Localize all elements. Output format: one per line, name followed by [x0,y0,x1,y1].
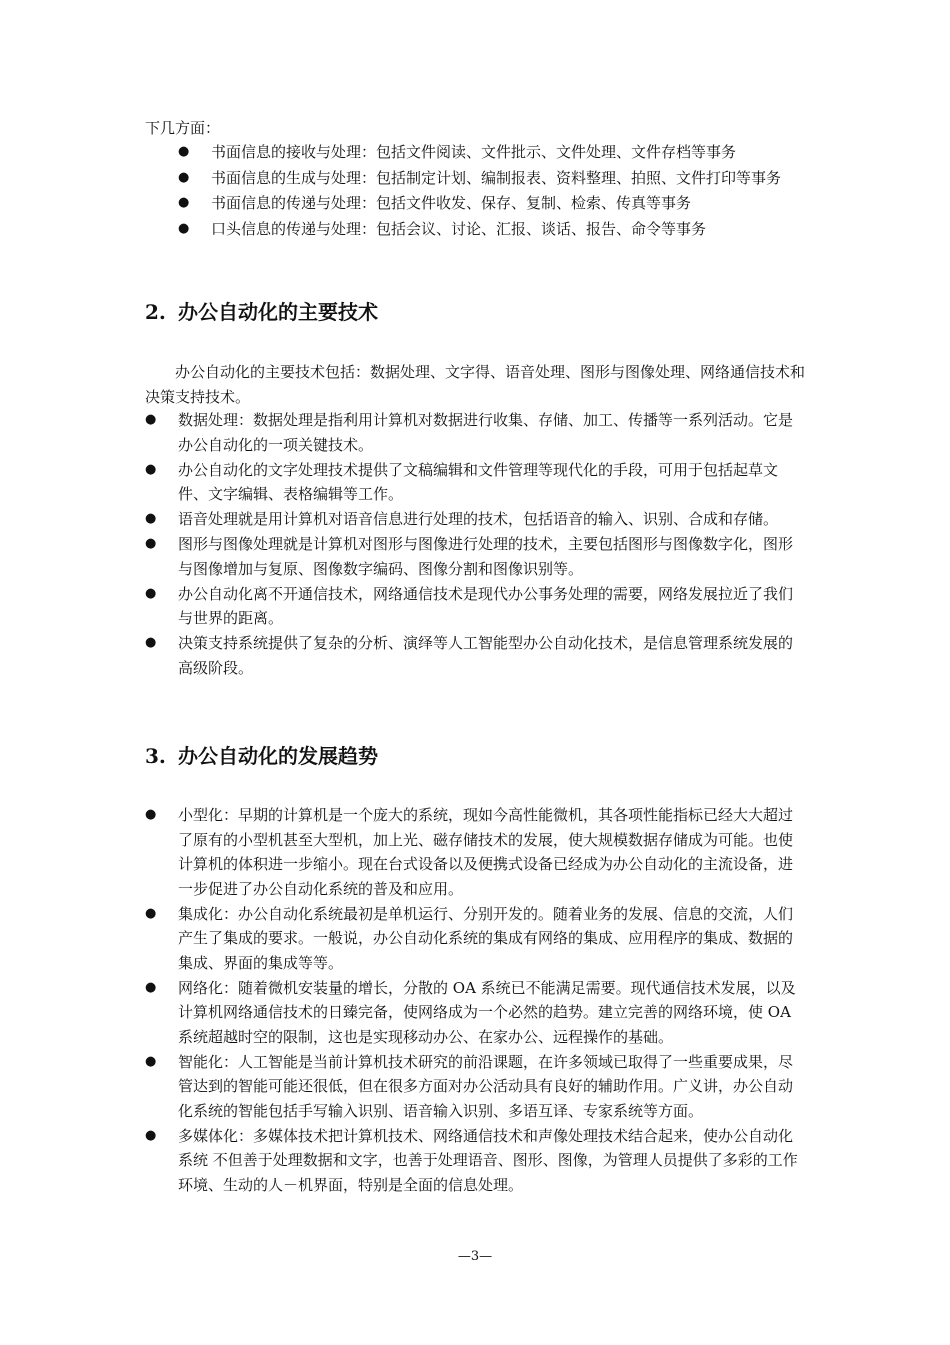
page-number: —3— [457,1249,493,1264]
list-item [178,191,810,216]
intro-line: 下几方面： [145,119,221,137]
list-item-text: 多媒体化：多媒体技术把计算机技术、网络通信技术和声像处理技术结合起来，使办公自动化系统 不但善于处理数据和文字，也善于处理语音、图形、图像，为管理人员提供了多彩的工作环境、生动的人－机界面，特别是全面的信息处理。 [178,1126,798,1194]
section-title: 办公自动化的主要技术 [178,300,378,324]
section-intro-paragraph: 办公自动化的主要技术包括：数据处理、文字得、语音处理、图形与图像处理、网络通信技术和决策支持技术。 [145,363,806,406]
list-item [145,803,807,901]
bullet-icon: ● [145,979,157,995]
list-item [145,631,807,680]
bullet-icon: ● [145,461,157,477]
technology-list [145,408,807,681]
list-item [178,217,810,242]
section-number: 3. [145,744,166,768]
list-item [145,582,807,631]
list-item [145,408,807,457]
list-item-text: 图形与图像处理就是计算机对图形与图像进行处理的技术，主要包括图形与图像数字化，图形与图像增加与复原、图像数字编码、图像分割和图像识别等。 [178,535,794,578]
list-item-text: 书面信息的生成与处理：包括制定计划、编制报表、资料整理、拍照、文件打印等事务 [211,168,782,187]
bullet-icon: ● [178,169,190,185]
bullet-icon: ● [145,1127,157,1143]
office-task-list [178,140,810,242]
bullet-icon: ● [178,220,190,236]
bullet-icon: ● [178,144,190,159]
bullet-icon: ● [145,905,157,921]
list-item-text: 小型化：早期的计算机是一个庞大的系统，现如今高性能微机，其各项性能指标已经大大超过了原有的小型机甚至大型机，加上光、磁存储技术的发展，使大规模数据存储成为可能。也使计算机的体积进一步缩小。现在台式设备以及便携式设备已经成为办公自动化的主流设备，进一步促进了办公自动化系统的普及和应用。 [178,806,794,898]
bullet-icon: ● [145,1053,157,1069]
list-item-text: 书面信息的传递与处理：包括文件收发、保存、复制、检索、传真等事务 [211,194,692,212]
bullet-icon: ● [178,195,190,210]
section-number: 2. [145,300,166,324]
list-item [178,166,810,191]
list-item [145,532,807,581]
list-item-text: 口头信息的传递与处理：包括会议、讨论、汇报、谈话、报告、命令等事务 [211,219,707,238]
list-item [145,458,807,507]
bullet-icon: ● [145,635,157,650]
list-item-text: 数据处理：数据处理是指利用计算机对数据进行收集、存储、加工、传播等一系列活动。它是办公自动化的一项关键技术。 [178,411,794,454]
list-item-text: 集成化：办公自动化系统最初是单机运行、分别开发的。随着业务的发展、信息的交流，人们产生了集成的要求。一般说，办公自动化系统的集成有网络的集成、应用程序的集成、数据的集成、界面的集成等等。 [178,904,794,972]
section-title: 办公自动化的发展趋势 [178,744,378,768]
list-item-text: 网络化：随着微机安装量的增长，分散的 OA 系统已不能满足需要。现代通信技术发展，以及计算机网络通信技术的日臻完备，使网络成为一个必然的趋势。建立完善的网络环境，使 OA 系统超越时空的限制，这也是实现移动办公、在家办公、远程操作的基础。 [178,978,796,1046]
list-item-text: 书面信息的接收与处理：包括文件阅读、文件批示、文件处理、文件存档等事务 [211,143,737,161]
list-item-text: 智能化：人工智能是当前计算机技术研究的前沿课题，在许多领域已取得了一些重要成果，尽管达到的智能可能还很低，但在很多方面对办公活动具有良好的辅助作用。广义讲，办公自动化系统的智能包括手写输入识别、语音输入识别、多语互译、专家系统等方面。 [178,1052,794,1120]
bullet-icon: ● [145,807,157,822]
list-item [145,976,807,1050]
list-item [145,902,807,976]
list-item-text: 语音处理就是用计算机对语音信息进行处理的技术，包括语音的输入、识别、合成和存储。 [178,510,779,528]
section-heading-main-technologies [145,298,378,326]
list-item-text: 办公自动化的文字处理技术提供了文稿编辑和文件管理等现代化的手段，可用于包括起草文件、文字编辑、表格编辑等工作。 [178,460,779,503]
bullet-icon: ● [145,585,157,601]
list-item [145,507,807,532]
list-item-text: 办公自动化离不开通信技术，网络通信技术是现代办公事务处理的需要，网络发展拉近了我们与世界的距离。 [178,584,794,627]
bullet-icon: ● [145,412,157,427]
list-item [145,1124,807,1198]
bullet-icon: ● [145,536,157,551]
section-heading-development-trends [145,742,378,770]
list-item [178,140,810,165]
trend-list [145,803,807,1198]
list-item-text: 决策支持系统提供了复杂的分析、演绎等人工智能型办公自动化技术，是信息管理系统发展的高级阶段。 [178,634,794,677]
list-item [145,1050,807,1124]
bullet-icon: ● [145,511,157,526]
